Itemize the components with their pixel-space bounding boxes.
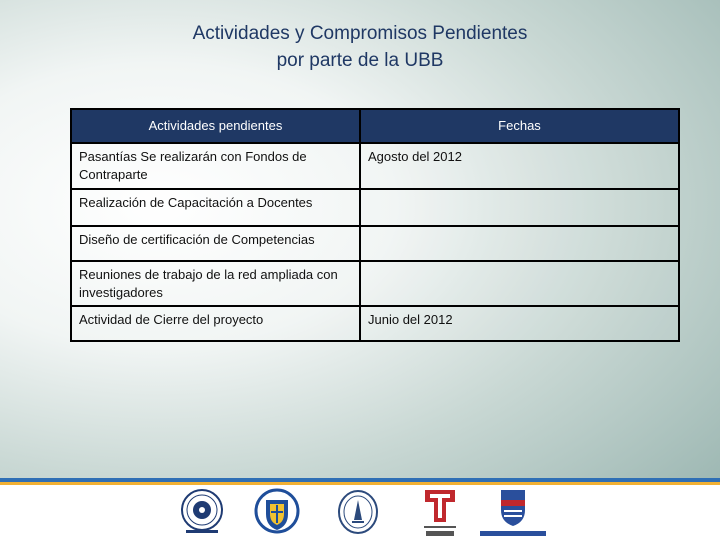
date-cell [360, 189, 679, 226]
table-row [71, 306, 679, 341]
table-header-row [71, 109, 679, 143]
universidad-del-bio-bio-logo [478, 488, 548, 540]
table-row [71, 189, 679, 226]
footer-stripe-gold [0, 482, 720, 485]
table-row [71, 143, 679, 189]
slide-title [0, 20, 720, 74]
activity-cell: Pasantías Se realizarán con Fondos de Contraparte [71, 143, 360, 189]
table-row [71, 226, 679, 261]
date-cell [360, 226, 679, 261]
university-seal-1-logo [176, 488, 228, 536]
pending-activities-table [70, 108, 680, 342]
footer-logo-bar [0, 478, 720, 540]
date-cell: Junio del 2012 [360, 306, 679, 341]
activity-cell: Diseño de certificación de Competencias [71, 226, 360, 261]
slide-title-line-1: Actividades y Compromisos Pendientes [192, 23, 528, 44]
date-cell: Agosto del 2012 [360, 143, 679, 189]
slide-title-line-2: por parte de la UBB [276, 50, 444, 71]
date-cell [360, 261, 679, 306]
universidad-catolica-de-temuco-logo [252, 488, 302, 536]
activity-cell: Actividad de Cierre del proyecto [71, 306, 360, 341]
university-seal-3-logo [336, 488, 380, 536]
table-row [71, 261, 679, 306]
universidad-de-talca-logo [420, 488, 460, 540]
activity-cell: Reuniones de trabajo de la red ampliada con investigadores [71, 261, 360, 306]
header-activities: Actividades pendientes [71, 109, 360, 143]
header-dates: Fechas [360, 109, 679, 143]
activity-cell: Realización de Capacitación a Docentes [71, 189, 360, 226]
